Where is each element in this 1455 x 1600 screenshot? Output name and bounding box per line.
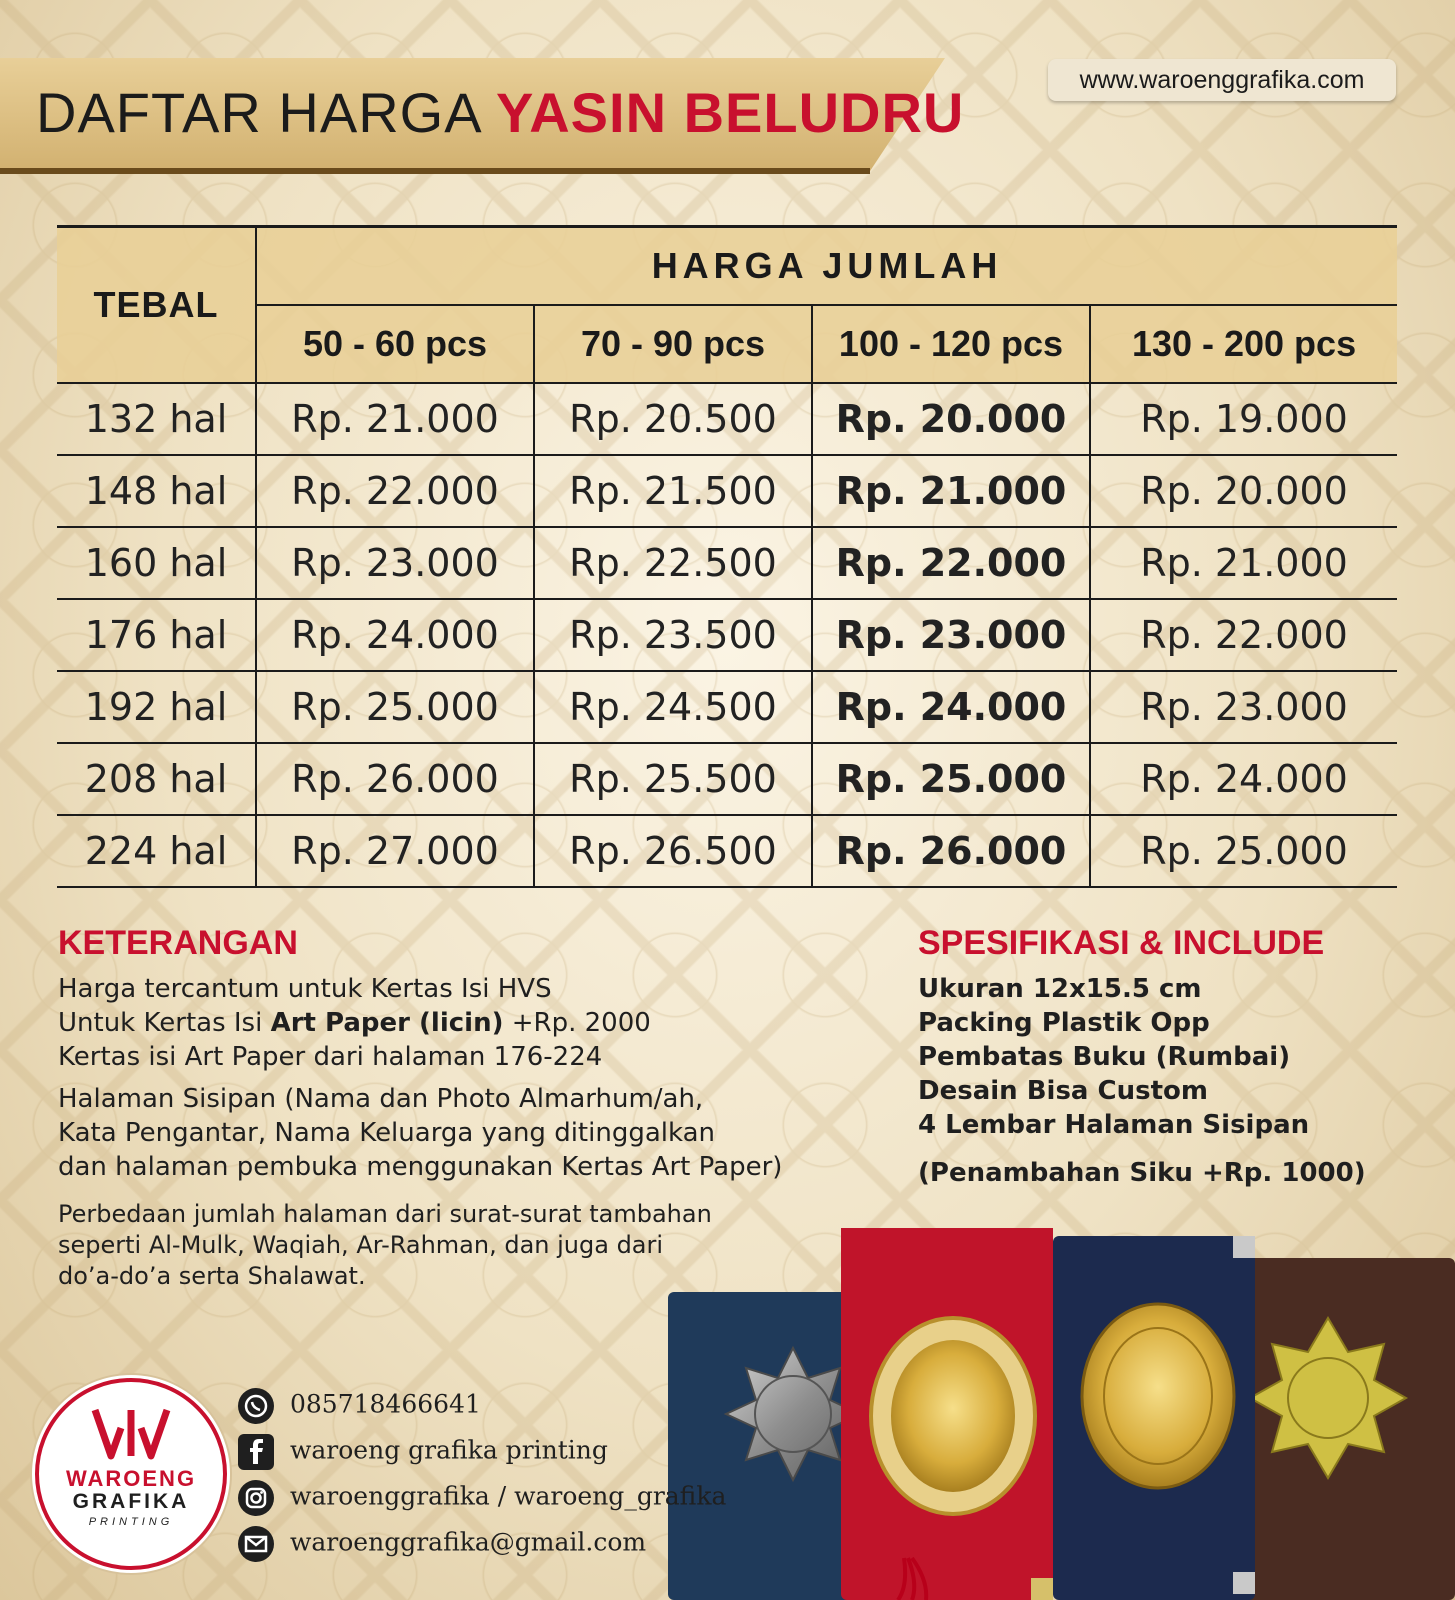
cell-tebal: 224 hal [57, 815, 256, 887]
header-harga-jumlah: HARGA JUMLAH [256, 227, 1397, 306]
cell-price: Rp. 21.000 [812, 455, 1090, 527]
facebook-icon [238, 1434, 274, 1470]
table-row [57, 383, 1397, 455]
header-qty: 130 - 200 pcs [1090, 305, 1397, 383]
cell-price: Rp. 27.000 [256, 815, 534, 887]
waroeng-grafika-logo [35, 1378, 227, 1570]
logo-text-printing: PRINTING [88, 1516, 174, 1528]
header-qty: 50 - 60 pcs [256, 305, 534, 383]
cell-price: Rp. 23.500 [534, 599, 812, 671]
keterangan-line: Halaman Sisipan (Nama dan Photo Almarhum/ah, [58, 1084, 704, 1114]
cell-tebal: 132 hal [57, 383, 256, 455]
instagram-icon [238, 1480, 274, 1516]
keterangan-line: dan halaman pembuka menggunakan Kertas Art Paper) [58, 1152, 783, 1182]
header-tebal: TEBAL [57, 227, 256, 384]
cell-price: Rp. 19.000 [1090, 383, 1397, 455]
cell-price: Rp. 25.500 [534, 743, 812, 815]
header-qty: 100 - 120 pcs [812, 305, 1090, 383]
table-row [57, 455, 1397, 527]
contact-facebook-name: waroeng grafika printing [290, 1435, 608, 1465]
cell-price: Rp. 26.000 [256, 743, 534, 815]
book-brown [1238, 1258, 1455, 1600]
cell-price: Rp. 23.000 [256, 527, 534, 599]
keterangan-text: +Rp. 2000 [503, 1008, 651, 1038]
table-row [57, 599, 1397, 671]
price-table [57, 225, 1397, 888]
spesifikasi-heading: SPESIFIKASI & INCLUDE [918, 924, 1325, 962]
cell-price: Rp. 22.000 [256, 455, 534, 527]
cell-price: Rp. 20.000 [1090, 455, 1397, 527]
logo-text-grafika: GRAFIKA [72, 1490, 190, 1513]
cell-price: Rp. 22.000 [1090, 599, 1397, 671]
contact-email[interactable] [238, 1526, 646, 1562]
keterangan-bold: Art Paper (licin) [270, 1008, 504, 1038]
title-plain: DAFTAR HARGA [36, 81, 497, 144]
header-qty: 70 - 90 pcs [534, 305, 812, 383]
spec-item: Desain Bisa Custom [918, 1076, 1208, 1106]
cell-price: Rp. 23.000 [812, 599, 1090, 671]
keterangan-line: Kata Pengantar, Nama Keluarga yang ditinggalkan [58, 1118, 715, 1148]
logo-text-waroeng: WAROENG [65, 1466, 197, 1491]
cell-tebal: 208 hal [57, 743, 256, 815]
keterangan-line: Kertas isi Art Paper dari halaman 176-224 [58, 1042, 603, 1072]
keterangan-line: Harga tercantum untuk Kertas Isi HVS [58, 974, 552, 1004]
contact-facebook[interactable] [238, 1434, 608, 1470]
spec-item: Pembatas Buku (Rumbai) [918, 1042, 1291, 1072]
table-row [57, 527, 1397, 599]
cell-price: Rp. 20.000 [812, 383, 1090, 455]
title-accent: YASIN BELUDRU [496, 81, 965, 144]
keterangan-note: do’a-do’a serta Shalawat. [58, 1262, 366, 1290]
cell-price: Rp. 21.000 [1090, 527, 1397, 599]
cell-price: Rp. 21.000 [256, 383, 534, 455]
yasin-books-illustration [668, 1228, 1455, 1600]
contact-phone: 085718466641 [290, 1389, 481, 1419]
cell-price: Rp. 25.000 [1090, 815, 1397, 887]
cell-tebal: 148 hal [57, 455, 256, 527]
table-row [57, 671, 1397, 743]
keterangan-heading: KETERANGAN [58, 924, 298, 962]
cell-price: Rp. 20.500 [534, 383, 812, 455]
website-badge[interactable]: www.waroenggrafika.com [1048, 59, 1396, 101]
spec-item: Ukuran 12x15.5 cm [918, 974, 1202, 1004]
contact-email-address: waroenggrafika@gmail.com [290, 1527, 647, 1557]
keterangan-note: seperti Al-Mulk, Waqiah, Ar-Rahman, dan juga dari [58, 1231, 664, 1259]
keterangan-text: Untuk Kertas Isi [58, 1008, 271, 1038]
cell-price: Rp. 22.000 [812, 527, 1090, 599]
cell-price: Rp. 25.000 [256, 671, 534, 743]
cell-price: Rp. 24.500 [534, 671, 812, 743]
cell-price: Rp. 23.000 [1090, 671, 1397, 743]
book-dark-blue [1053, 1236, 1255, 1600]
logo-mark-icon [91, 1406, 171, 1462]
cell-price: Rp. 25.000 [812, 743, 1090, 815]
whatsapp-icon [238, 1388, 274, 1424]
table-row [57, 743, 1397, 815]
cell-tebal: 192 hal [57, 671, 256, 743]
book-red [841, 1228, 1053, 1600]
contact-instagram-name: waroenggrafika / waroeng_grafika [290, 1481, 727, 1511]
cell-tebal: 160 hal [57, 527, 256, 599]
table-row [57, 815, 1397, 887]
spec-extra: (Penambahan Siku +Rp. 1000) [918, 1158, 1366, 1188]
cell-price: Rp. 24.000 [1090, 743, 1397, 815]
cell-price: Rp. 26.000 [812, 815, 1090, 887]
contact-whatsapp[interactable] [238, 1388, 481, 1424]
spec-item: 4 Lembar Halaman Sisipan [918, 1110, 1310, 1140]
keterangan-line [58, 1006, 651, 1040]
mail-icon [238, 1526, 274, 1562]
page-title [36, 80, 964, 145]
cell-price: Rp. 24.000 [812, 671, 1090, 743]
cell-tebal: 176 hal [57, 599, 256, 671]
keterangan-note: Perbedaan jumlah halaman dari surat-surat tambahan [58, 1200, 712, 1228]
spec-item: Packing Plastik Opp [918, 1008, 1210, 1038]
contact-instagram[interactable] [238, 1480, 726, 1516]
cell-price: Rp. 22.500 [534, 527, 812, 599]
cell-price: Rp. 24.000 [256, 599, 534, 671]
cell-price: Rp. 26.500 [534, 815, 812, 887]
title-banner-edge [0, 168, 870, 174]
cell-price: Rp. 21.500 [534, 455, 812, 527]
